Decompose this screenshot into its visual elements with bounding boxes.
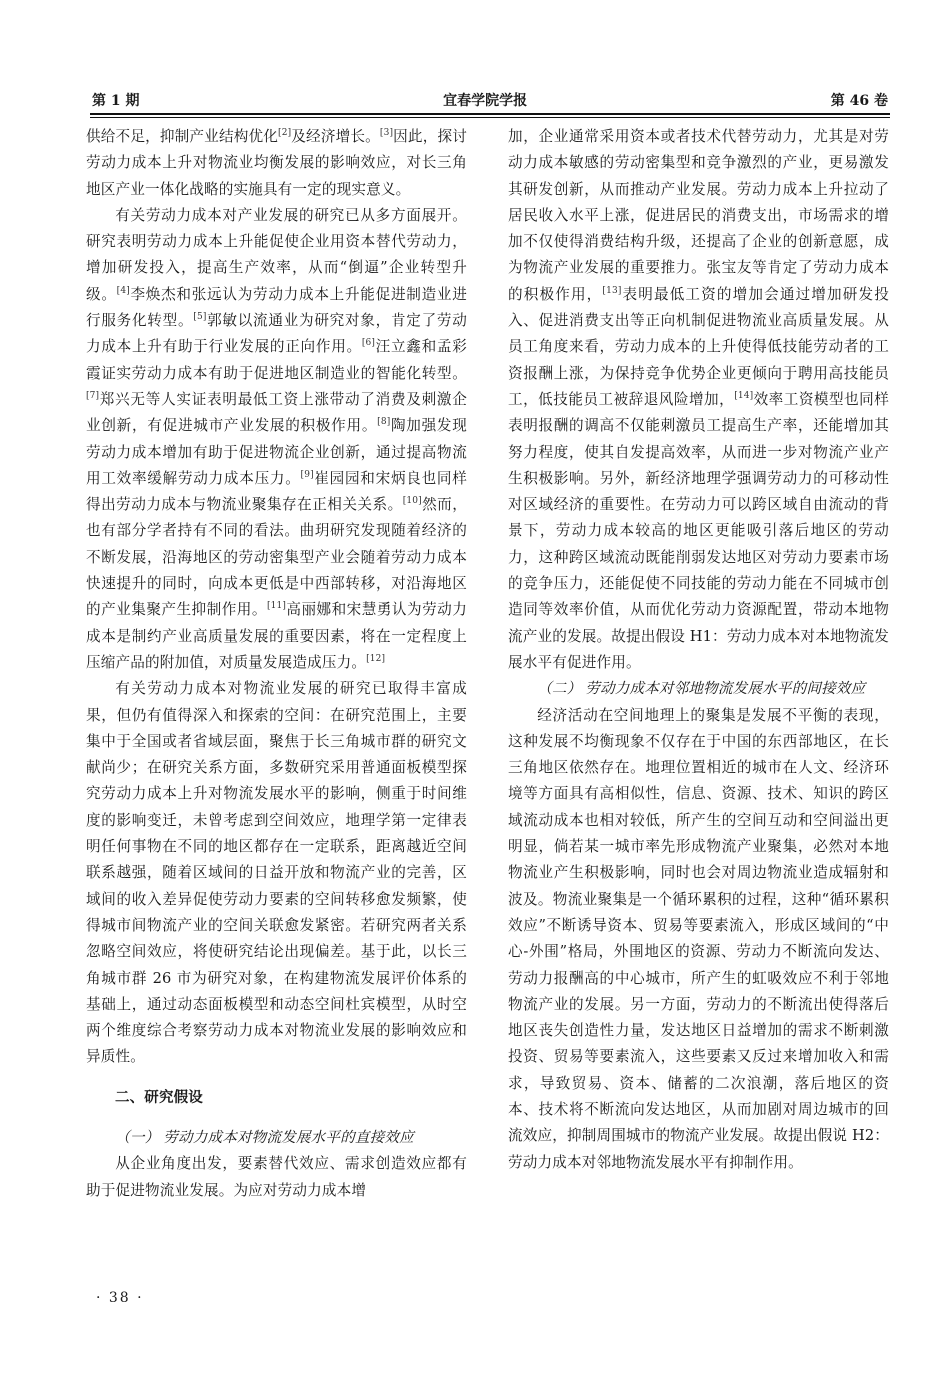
page-number: · 38 · [96,1290,144,1306]
citation: [2] [278,128,292,139]
citation: [7] [86,391,100,402]
citation: [6] [361,338,376,349]
paragraph: 从企业角度出发，要素替代效应、需求创造效应都有助于促进物流业发展。为应对劳动力成本增 [86,1155,467,1199]
header-rule [90,113,890,118]
volume-label: 第 46 卷 [830,93,888,109]
citation: [3] [379,128,394,139]
citation: [8] [377,417,391,428]
paragraph: 供给不足，抑制产业结构优化[2]及经济增长。[3]因此，探讨劳动力成本上升对物流业均衡发展的影响效应，对长三角地区产业一体化战略的实施具有一定的现实意义。 [86,128,467,198]
citation: [4] [116,285,130,296]
paragraph: 有关劳动力成本对产业发展的研究已从多方面展开。研究表明劳动力成本上升能促使企业用资本替代劳动力，增加研发投入，提高生产效率，从而“倒逼”企业转型升级。[4]李焕杰和张远认为劳动力成本上升能促进制造业进行服务化转型。[5]郭敏以流通业为研究对象，肯定了劳动力成本上升有助于行业发展的正向作用。[6]汪立鑫和孟彩霞证实劳动力成本有助于促进地区制造业的智能化转型。[7]郑兴无等人实证表明最低工资上涨带动了消费及刺激企业创新，有促进城市产业发展的积极作用。[8]陶加强发现劳动力成本增加有助于促进物流企业创新，通过提高物流用工效率缓解劳动力成本压力。[9]崔园园和宋炳良也同样得出劳动力成本与物流业聚集存在正相关关系。[10]然而，也有部分学者持有不同的看法。曲玥研究发现随着经济的不断发展，沿海地区的劳动密集型产业会随着劳动力成本快速提升的同时，向成本更低是中西部转移，对沿海地区的产业集聚产生抑制作用。[11]高丽娜和宋慧勇认为劳动力成本是制约产业高质量发展的重要因素，将在一定程度上压缩产品的附加值，对质量发展造成压力。[12] [86,206,468,671]
citation: [9] [300,470,314,480]
citation: [10] [402,496,422,507]
paragraph: 经济活动在空间地理上的聚集是发展不平衡的表现，这种发展不均衡现象不仅存在于中国的东西部地区，在长三角地区依然存在。地理位置相近的城市在人文、经济环境等方面具有高相似性，信息、资源、技术、知识的跨区域流动成本也相对较低，所产生的空间互动和空间溢出更明显，倘若某一城市率先形成物流产业聚集，必然对本地物流业产生积极影响，同时也会对周边物流业造成辐射和波及。物流业聚集是一个循环累积的过程，这种“循环累积效应”不断诱导资本、贸易等要素流入，形成区域间的“中心-外围”格局，外围地区的资源、劳动力不断流向发达、劳动力报酬高的中心城市，所产生的虹吸效应不利于邻地物流产业的发展。另一方面，劳动力的不断流出使得落后地区丧失创造性力量，发达地区日益增加的需求不断刺激投资、贸易等要素流入，这些要素又反过来增加收入和需求，导致贸易、资本、储蓄的二次浪潮，落后地区的资本、技术将不断流向发达地区，从而加剧对周边城市的回流效应，抑制周围城市的物流产业发展。故提出假说 H2：劳动力成本对邻地物流发展水平有抑制作用。 [508,706,889,1171]
right-column [508,124,889,1176]
citation: [13] [602,285,622,296]
left-column [86,124,467,1204]
journal-title: 宜春学院学报 [443,93,528,109]
citation: [5] [193,312,207,323]
paragraph: 加，企业通常采用资本或者技术代替劳动力，尤其是对劳动力成本敏感的劳动密集型和竞争激烈的产业，更易激发其研发创新，从而推动产业发展。劳动力成本上升拉动了居民收入水平上涨，促进居民的消费支出，市场需求的增加不仅使得消费结构升级，还提高了企业的创新意愿，成为物流产业发展的重要推力。张宝友等肯定了劳动力成本的积极作用，[13]表明最低工资的增加会通过增加研发投入、促进消费支出等正向机制促进物流业高质量发展。从员工角度来看，劳动力成本的上升使得低技能劳动者的工资报酬上涨，为保持竞争优势企业更倾向于聘用高技能员工，低技能员工被辞退风险增加，[14]效率工资模型也同样表明报酬的调高不仅能刺激员工提高生产率，还能增加其努力程度，使其自发提高效率，从而进一步对物流产业产生积极影响。另外，新经济地理学强调劳动力的可移动性对区域经济的重要性。在劳动力可以跨区域自由流动的背景下，劳动力成本较高的地区更能吸引落后地区的劳动力，这种跨区域流动既能削弱发达地区对劳动力要素市场的竞争压力，还能促使不同技能的劳动力能在不同城市创造同等效率价值，从而优化劳动力资源配置，带动本地物流产业的发展。故提出假设 H1：劳动力成本对本地物流发展水平有促进作用。 [508,128,889,671]
citation: [11] [266,601,287,612]
issue-label: 第 1 期 [92,93,140,109]
citation: [12] [366,654,386,665]
subsection-title: （一） 劳动力成本对物流发展水平的直接效应 [115,1129,414,1146]
section-title: 二、研究假设 [115,1089,203,1106]
paragraph: 有关劳动力成本对物流业发展的研究已取得丰富成果，但仍有值得深入和探索的空间：在研究范围上，主要集中于全国或者省域层面，聚焦于长三角城市群的研究文献尚少；在研究关系方面，多数研究采用普通面板模型探究劳动力成本上升对物流发展水平的影响，侧重于时间维度的影响变迁，未曾考虑到空间效应，地理学第一定律表明任何事物在不同的地区都存在一定联系，距离越近空间联系越强，随着区域间的日益开放和物流产业的完善，区域间的收入差异促使劳动力要素的空间转移愈发频繁，使得城市间物流产业的空间关联愈发紧密。若研究两者关系忽略空间效应，将使研究结论出现偏差。基于此，以长三角城市群 26 市为研究对象，在构建物流发展评价体系的基础上，通过动态面板模型和动态空间杜宾模型，从时空两个维度综合考察劳动力成本对物流业发展的影响效应和异质性。 [86,680,467,1066]
citation: [14] [734,391,754,402]
subsection-title: （二） 劳动力成本对邻地物流发展水平的间接效应 [537,681,866,698]
running-header [92,84,888,110]
